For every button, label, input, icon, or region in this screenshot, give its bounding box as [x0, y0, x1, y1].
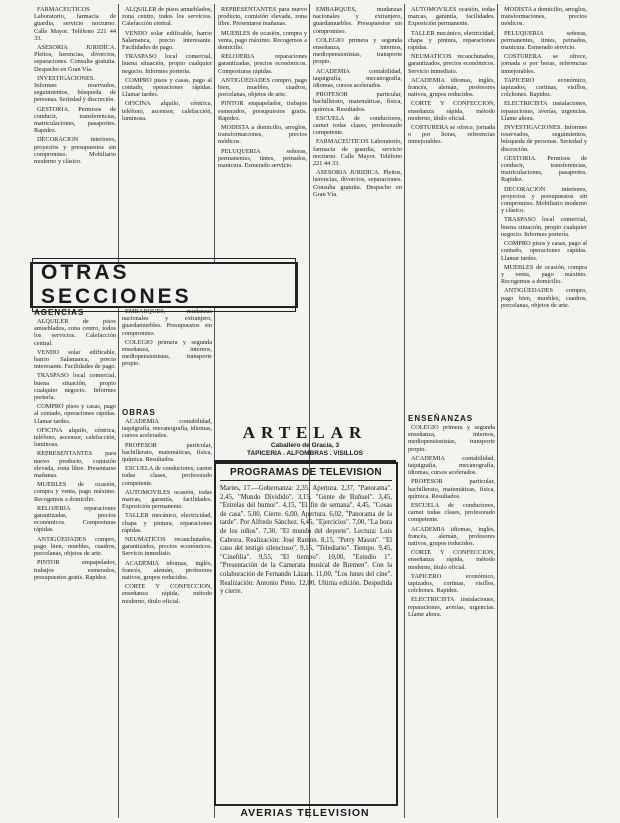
classified-ad: TALLER mecánico, electricidad, chapa y pintura, reparaciones rápidas. [408, 29, 495, 52]
classified-ad: RELOJERIA reparaciones garantizadas, precios económicos. Composturas rápidas. [34, 504, 116, 534]
classified-ad: GESTORIA. Permisos de conducir, transferencias, matriculaciones, pasaportes. Rapidez. [501, 154, 587, 184]
classified-ad: REPRESENTANTES para nuevo producto, comisión elevada, zona libre. Presentarse mañanas. [34, 450, 116, 480]
classified-ad: ASESORIA JURIDICA. Pleitos, herencias, divorcios, separaciones. Consulta gratuita. Despacho en Gran Vía. [313, 169, 402, 198]
classified-ad: TAPICERO económico, tapizados, cortinas, visillos, colchones. Rapidez. [408, 572, 495, 595]
classified-ad: COLEGIO primera y segunda enseñanza, internos, mediopensionistas, transporte propio. [122, 338, 212, 368]
classified-ad: REPRESENTANTES para nuevo producto, comisión elevada, zona libre. Presentarse mañanas. [218, 6, 307, 28]
classified-ad: NEUMATICOS recauchutados, garantizados, precios económicos. Servicio inmediato. [122, 536, 212, 558]
classified-ad: ACADEMIA idiomas, inglés, francés, alemán, profesores nativos, grupos reducidos. [408, 76, 495, 99]
obras-heading: OBRAS [122, 408, 156, 417]
classified-ad: ANTIGÜEDADES compro, pago bien, muebles, cuadros, porcelanas, objetos de arte. [34, 535, 116, 558]
agencias-heading: AGENCIAS [34, 308, 85, 317]
classified-ad: ACADEMIA contabilidad, taquigrafía, mecanografía, idiomas, cursos acelerados. [313, 67, 402, 90]
column-5-bottom [408, 424, 495, 818]
artelar-ad [214, 424, 396, 462]
classified-ad: OFICINA alquilo, céntrica, teléfono, ascensor, calefacción, luminosa. [122, 100, 212, 122]
classified-ad: ASESORIA JURIDICA. Pleitos, herencias, divorcios, separaciones. Consulta gratuita. Despacho en Gran Vía. [34, 44, 116, 73]
column-rule [404, 4, 405, 818]
column-2-bottom [122, 418, 212, 818]
classified-ad: EMBARQUES, mudanzas nacionales y extranjero, guardamuebles. Presupuestos sin compromiso. [122, 308, 212, 337]
classified-ad: OFICINA alquilo, céntrica, teléfono, ascensor, calefacción, luminosa. [34, 426, 116, 449]
classified-ad: INVESTIGACIONES. Informes reservados, seguimientos, búsqueda de personas. Seriedad y discreción. [34, 74, 116, 104]
classified-ad: AUTOMOVILES ocasión, todas marcas, garantía, facilidades. Exposición permanente. [122, 488, 212, 511]
artelar-line: TAPICERIA . ALFOMBRAS . VISILLOS [246, 450, 364, 457]
column-rule [118, 4, 119, 818]
classified-ad: CORTE Y CONFECCION, enseñanza rápida, método moderno, título oficial. [122, 583, 212, 605]
column-1-bottom [34, 318, 116, 818]
classified-ad: PROFESOR particular, bachillerato, matemáticas, física, química. Resultados. [313, 91, 402, 113]
classified-ad: ESCUELA de conductores, carnet todas clases, profesorado competente. [313, 114, 402, 137]
classified-ad: CORTE Y CONFECCION, enseñanza rápida, método moderno, título oficial. [408, 549, 495, 571]
classified-ad: MUEBLES de ocasión, compra y venta, pago máximo. Recogemos a domicilio. [218, 29, 307, 52]
classified-ad: MUEBLES de ocasión, compra y venta, pago máximo. Recogemos a domicilio. [34, 481, 116, 503]
column-rule [497, 4, 498, 818]
classified-ad: MUEBLES de ocasión, compra y venta, pago máximo. Recogemos a domicilio. [501, 263, 587, 286]
classified-ad: COLEGIO primera y segunda enseñanza, internos, mediopensionistas, transporte propio. [408, 424, 495, 453]
column-5-top [408, 6, 495, 401]
classified-ad: EMBARQUES, mudanzas nacionales y extranjero, guardamuebles. Presupuestos sin compromiso. [313, 6, 402, 35]
averias-ad [214, 808, 396, 823]
classified-ad: TAPICERO económico, tapizados, cortinas, visillos, colchones. Rapidez. [501, 76, 587, 99]
classified-ad: TALLER mecánico, electricidad, chapa y pintura, reparaciones rápidas. [122, 512, 212, 534]
classified-ad: PINTOR empapelador, trabajos esmerados, presupuestos gratis. Rapidez. [218, 100, 307, 122]
classified-ad: COLEGIO primera y segunda enseñanza, internos, mediopensionistas, transporte propio. [313, 36, 402, 66]
classified-ad: ELECTRICISTA instalaciones, reparaciones, averías, urgencias. Llame ahora. [501, 100, 587, 122]
classified-ad: ANTIGÜEDADES compro, pago bien, muebles, cuadros, porcelanas, objetos de arte. [218, 76, 307, 99]
column-3 [218, 6, 307, 416]
classified-ad: DECORACION interiores, proyectos y presupuestos sin compromiso. Mobiliario moderno y clásico. [501, 185, 587, 215]
tv-programs-box [214, 462, 398, 806]
artelar-name: ARTELAR [242, 423, 368, 442]
classified-ad: VENDO solar edificable, barrio Salamanca, precio interesante. Facilidades de pago. [122, 29, 212, 52]
classified-ad: COSTURERA se ofrece, jornada o por horas, referencias inmejorables. [408, 124, 495, 146]
classified-ad: FARMACEUTICOS Laboratorio, farmacia de guardia, servicio nocturno. Calle Mayor. Teléfono 221 44 33. [313, 138, 402, 168]
classified-ad: PELUQUERIA señoras, permanentes, tintes, peinados, manicura. Esmerado servicio. [501, 29, 587, 52]
classified-ad: PROFESOR particular, bachillerato, matemáticas, física, química. Resultados. [408, 478, 495, 500]
classified-ad: TRASPASO local comercial, buena situación, propio cualquier negocio. Informes portería. [501, 216, 587, 238]
classified-ad: COSTURERA se ofrece, jornada o por horas, referencias inmejorables. [501, 53, 587, 75]
classified-ad: ACADEMIA idiomas, inglés, francés, alemán, profesores nativos, grupos reducidos. [408, 525, 495, 548]
ensenanzas-heading: ENSEÑANZAS [408, 414, 474, 423]
classified-ad: TRASPASO local comercial, buena situación, propio cualquier negocio. Informes portería. [34, 372, 116, 402]
classified-ad: GESTORIA. Permisos de conducir, transferencias, matriculaciones, pasaportes. Rapidez. [34, 105, 116, 135]
classified-ad: NEUMATICOS recauchutados, garantizados, precios económicos. Servicio inmediato. [408, 53, 495, 75]
classified-ad: PINTOR empapelador, trabajos esmerados, presupuestos gratis. Rapidez. [34, 559, 116, 581]
classified-ad: ACADEMIA contabilidad, taquigrafía, mecanografía, idiomas, cursos acelerados. [122, 418, 212, 440]
classified-ad: ELECTRICISTA instalaciones, reparaciones, averías, urgencias. Llame ahora. [408, 596, 495, 618]
tv-programs-body: Martes, 17.—Gobernanza: 2,35, Apertura. 2,37, "Panorama". 2,45, "Mundo Dividido". 3,15, "Gente de Buñuel". 3,45, "Estrelas del humor". 4,15, "El fin de semana". 4,45, "Cosas de casa". 5,00, Cierre. 6,00, Apertura. 6,02, "Panorama de la tarde". Por Alfredo Sánchez. 6,45, "Ejercicios". 7,00, "La hora de los niños". 7,30, "El mundo del deporte". Lectura: Luis Cabrera. Realización: José Ramón. 8,15, "Perry Mason". "El caso del testigo silencioso". 9,15, "Telediario". Tiempo. 9,45, "Cinefilia". 9,55, "El tiempo". 10,00, "Estudio 1". "Presentación de la Camerata musical de Bremen". Con la colaboración de Fernando Lázaro. 11,00, "Los lunes del cine". Realización: Antonio Pinto. 12,00, Ultima edición. Despedida y cierre. [220, 485, 392, 596]
column-4 [313, 6, 402, 416]
classified-ad: ALQUILER de pisos amueblados, zona centro, todos los servicios. Calefacción central. [34, 318, 116, 347]
classified-ad: TRASPASO local comercial, buena situación, propio cualquier negocio. Informes portería. [122, 53, 212, 75]
classified-ad: RELOJERIA reparaciones garantizadas, precios económicos. Composturas rápidas. [218, 53, 307, 75]
artelar-address: Caballero de Gracia, 3 [270, 442, 340, 449]
tv-programs-title: PROGRAMAS DE TELEVISION [220, 464, 392, 481]
column-2-middle [122, 308, 212, 403]
classified-ad: ACADEMIA idiomas, inglés, francés, alemán, profesores nativos, grupos reducidos. [122, 559, 212, 582]
classified-ad: ESCUELA de conductores, carnet todas clases, profesorado competente. [408, 502, 495, 524]
column-1-top [34, 6, 116, 258]
column-2-top [122, 6, 212, 258]
averias-title: AVERIAS TELEVISION [240, 808, 370, 819]
classified-ad: PELUQUERIA señoras, permanentes, tintes, peinados, manicura. Esmerado servicio. [218, 147, 307, 170]
classified-ad: PROFESOR particular, bachillerato, matemáticas, física, química. Resultados. [122, 441, 212, 464]
section-title: OTRAS SECCIONES [32, 258, 296, 312]
classified-ad: COMPRO pisos y casas, pago al contado, operaciones rápidas. Llamar tardes. [34, 403, 116, 425]
classified-ad: ANTIGÜEDADES compro, pago bien, muebles, cuadros, porcelanas, objetos de arte. [501, 287, 587, 309]
classified-ad: VENDO solar edificable, barrio Salamanca, precio interesante. Facilidades de pago. [34, 348, 116, 371]
classified-ad: ALQUILER de pisos amueblados, zona centro, todos los servicios. Calefacción central. [122, 6, 212, 28]
classified-ad: AUTOMOVILES ocasión, todas marcas, garantía, facilidades. Exposición permanente. [408, 6, 495, 28]
classified-ad: INVESTIGACIONES. Informes reservados, seguimientos, búsqueda de personas. Seriedad y discreción. [501, 124, 587, 153]
classified-ad: MODISTA a domicilio, arreglos, transformaciones, precios módicos. [218, 124, 307, 146]
classified-ad: DECORACION interiores, proyectos y presupuestos sin compromiso. Mobiliario moderno y clásico. [34, 136, 116, 166]
classified-ad: COMPRO pisos y casas, pago al contado, operaciones rápidas. Llamar tardes. [122, 76, 212, 99]
classified-ad: COMPRO pisos y casas, pago al contado, operaciones rápidas. Llamar tardes. [501, 240, 587, 262]
classified-ad: ACADEMIA contabilidad, taquigrafía, mecanografía, idiomas, cursos acelerados. [408, 454, 495, 477]
column-6 [501, 6, 587, 818]
classified-ad: CORTE Y CONFECCION, enseñanza rápida, método moderno, título oficial. [408, 100, 495, 122]
classified-ad: MODISTA a domicilio, arreglos, transformaciones, precios módicos. [501, 6, 587, 28]
classified-ad: ESCUELA de conductores, carnet todas clases, profesorado competente. [122, 465, 212, 487]
classified-ad: FARMACEUTICOS Laboratorio, farmacia de guardia, servicio nocturno. Calle Mayor. Teléfono 221 44 33. [34, 6, 116, 42]
